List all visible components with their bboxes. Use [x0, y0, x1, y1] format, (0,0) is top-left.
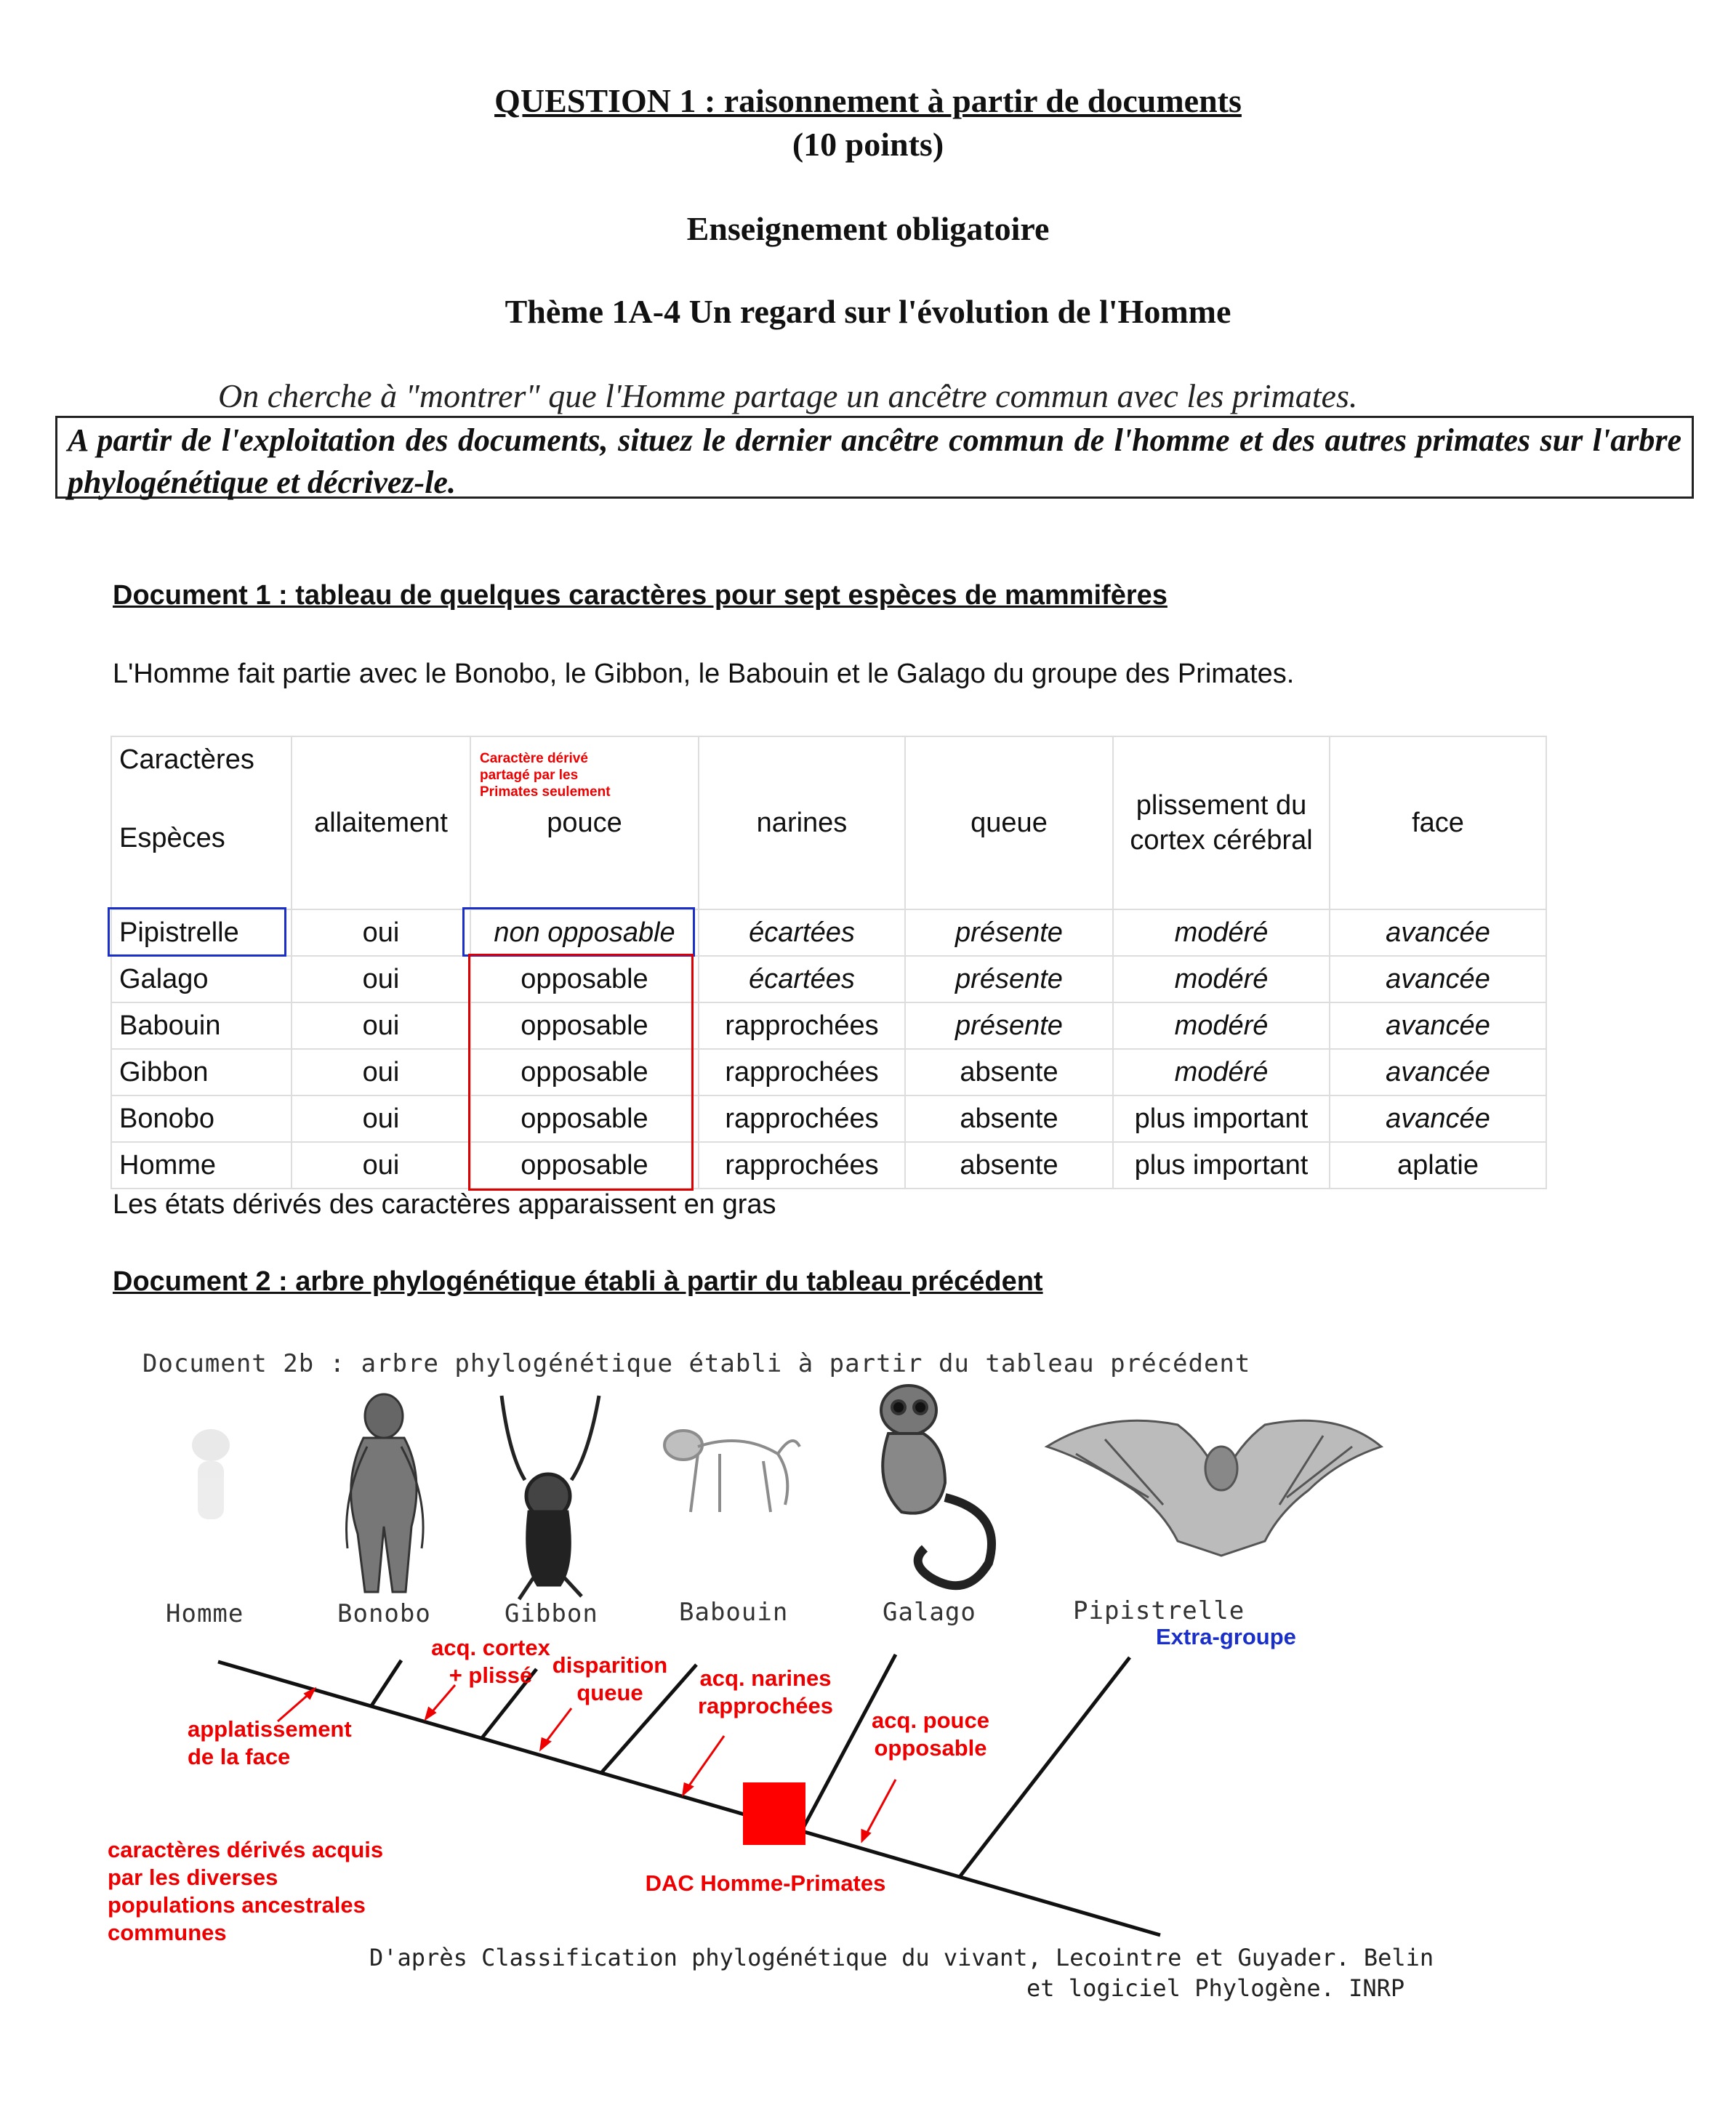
cell: modéré	[1113, 1002, 1330, 1049]
annotation-pouce: acq. pouce opposable	[872, 1708, 989, 1761]
cell: modéré	[1113, 956, 1330, 1002]
taxon-galago: Galago	[883, 1598, 976, 1627]
points: (10 points)	[792, 126, 944, 163]
cell: avancée	[1330, 956, 1546, 1002]
cell: opposable	[470, 1095, 699, 1142]
cell: plus important	[1113, 1095, 1330, 1142]
cell-espece: Bonobo	[111, 1095, 292, 1142]
cell: oui	[292, 956, 470, 1002]
cell-espece: Homme	[111, 1142, 292, 1189]
cell: opposable	[470, 1142, 699, 1189]
taxon-pipistrelle: Pipistrelle	[1073, 1596, 1245, 1625]
doc1-title: Document 1 : tableau de quelques caractères pour sept espèces de mammifères	[113, 580, 1168, 611]
homme-drawing	[192, 1429, 230, 1519]
cell-espece: Gibbon	[111, 1049, 292, 1095]
theme-title: Thème 1A-4 Un regard sur l'évolution de l'Homme	[505, 293, 1231, 330]
annotation-dac: DAC Homme-Primates	[645, 1870, 886, 1896]
annotation-caracteres: caractères dérivés acquis par les diverses populations ancestrales communes	[108, 1837, 384, 1945]
cell: avancée	[1330, 1049, 1546, 1095]
header-caracteres: Caractères	[119, 744, 254, 775]
cell: opposable	[470, 1002, 699, 1049]
cell: présente	[905, 909, 1113, 956]
cell: absente	[905, 1049, 1113, 1095]
cell: absente	[905, 1095, 1113, 1142]
cell: oui	[292, 909, 470, 956]
doc1-note: Les états dérivés des caractères apparaissent en gras	[113, 1189, 776, 1220]
cell: avancée	[1330, 1095, 1546, 1142]
doc1-text: L'Homme fait partie avec le Bonobo, le Gibbon, le Babouin et le Galago du groupe des Primates.	[113, 659, 1295, 689]
cell: rapprochées	[699, 1002, 905, 1049]
cell: opposable	[470, 956, 699, 1002]
header-narines: narines	[699, 736, 905, 909]
taxon-bonobo: Bonobo	[337, 1599, 431, 1628]
branch-bonobo	[371, 1660, 401, 1707]
intro-text: On cherche à "montrer" que l'Homme partage un ancêtre commun avec les primates.	[218, 377, 1358, 414]
header-especes: Espèces	[119, 823, 225, 853]
cell: écartées	[699, 956, 905, 1002]
cell-espece: Pipistrelle	[111, 909, 292, 956]
cell: non opposable	[470, 909, 699, 956]
cell: modéré	[1113, 909, 1330, 956]
taxon-babouin: Babouin	[679, 1598, 789, 1627]
doc2-title: Document 2 : arbre phylogénétique établi à partir du tableau précédent	[113, 1266, 1043, 1297]
cell: oui	[292, 1002, 470, 1049]
cell: rapprochées	[699, 1095, 905, 1142]
cell-espece: Babouin	[111, 1002, 292, 1049]
cell: modéré	[1113, 1049, 1330, 1095]
cell: rapprochées	[699, 1142, 905, 1189]
cell: oui	[292, 1095, 470, 1142]
cell: présente	[905, 956, 1113, 1002]
source-line-2: et logiciel Phylogène. INRP	[1026, 1974, 1405, 2002]
taxon-homme: Homme	[166, 1599, 244, 1628]
header-queue: queue	[905, 736, 1113, 909]
cell-espece: Galago	[111, 956, 292, 1002]
cell: oui	[292, 1049, 470, 1095]
enseignement: Enseignement obligatoire	[686, 210, 1050, 247]
bonobo-drawing	[347, 1394, 424, 1592]
header-pouce-label: pouce	[547, 807, 622, 838]
pipistrelle-drawing	[1047, 1420, 1381, 1556]
cell: écartées	[699, 909, 905, 956]
header-cortex: plissement du cortex cérébral	[1113, 736, 1330, 909]
cell: absente	[905, 1142, 1113, 1189]
extragroupe-label: Extra-groupe	[1156, 1624, 1296, 1649]
gibbon-drawing	[502, 1396, 599, 1599]
cell: oui	[292, 1142, 470, 1189]
branch-pipistrelle	[960, 1657, 1130, 1877]
doc2b-subtitle: Document 2b : arbre phylogénétique établi à partir du tableau précédent	[142, 1349, 1251, 1378]
galago-drawing	[881, 1386, 992, 1585]
dac-marker	[743, 1782, 805, 1845]
annotation-narines: acq. narines rapprochées	[697, 1665, 834, 1718]
cell: opposable	[470, 1049, 699, 1095]
babouin-drawing	[664, 1431, 800, 1512]
cell: avancée	[1330, 909, 1546, 956]
cell: aplatie	[1330, 1142, 1546, 1189]
source-line-1: D'après Classification phylogénétique du vivant, Lecointre et Guyader. Belin	[369, 1944, 1434, 1971]
annotation-queue: disparition queue	[552, 1652, 668, 1705]
header-allaitement: allaitement	[292, 736, 470, 909]
annotation-cortex: acq. cortex + plissé	[431, 1635, 550, 1688]
pouce-annotation: Caractère dérivé partagé par les Primates seulement	[480, 751, 611, 800]
consigne-box: A partir de l'exploitation des documents, situez le dernier ancêtre commun de l'homme et des autres primates sur l'arbre phylogénétique et décrivez-le.	[55, 416, 1694, 499]
header-face: face	[1330, 736, 1546, 909]
cell: rapprochées	[699, 1049, 905, 1095]
cell: plus important	[1113, 1142, 1330, 1189]
taxon-gibbon: Gibbon	[505, 1599, 598, 1628]
annotation-face: applatissement de la face	[188, 1716, 352, 1769]
cell: avancée	[1330, 1002, 1546, 1049]
cell: présente	[905, 1002, 1113, 1049]
question-title: QUESTION 1 : raisonnement à partir de documents	[494, 82, 1242, 119]
